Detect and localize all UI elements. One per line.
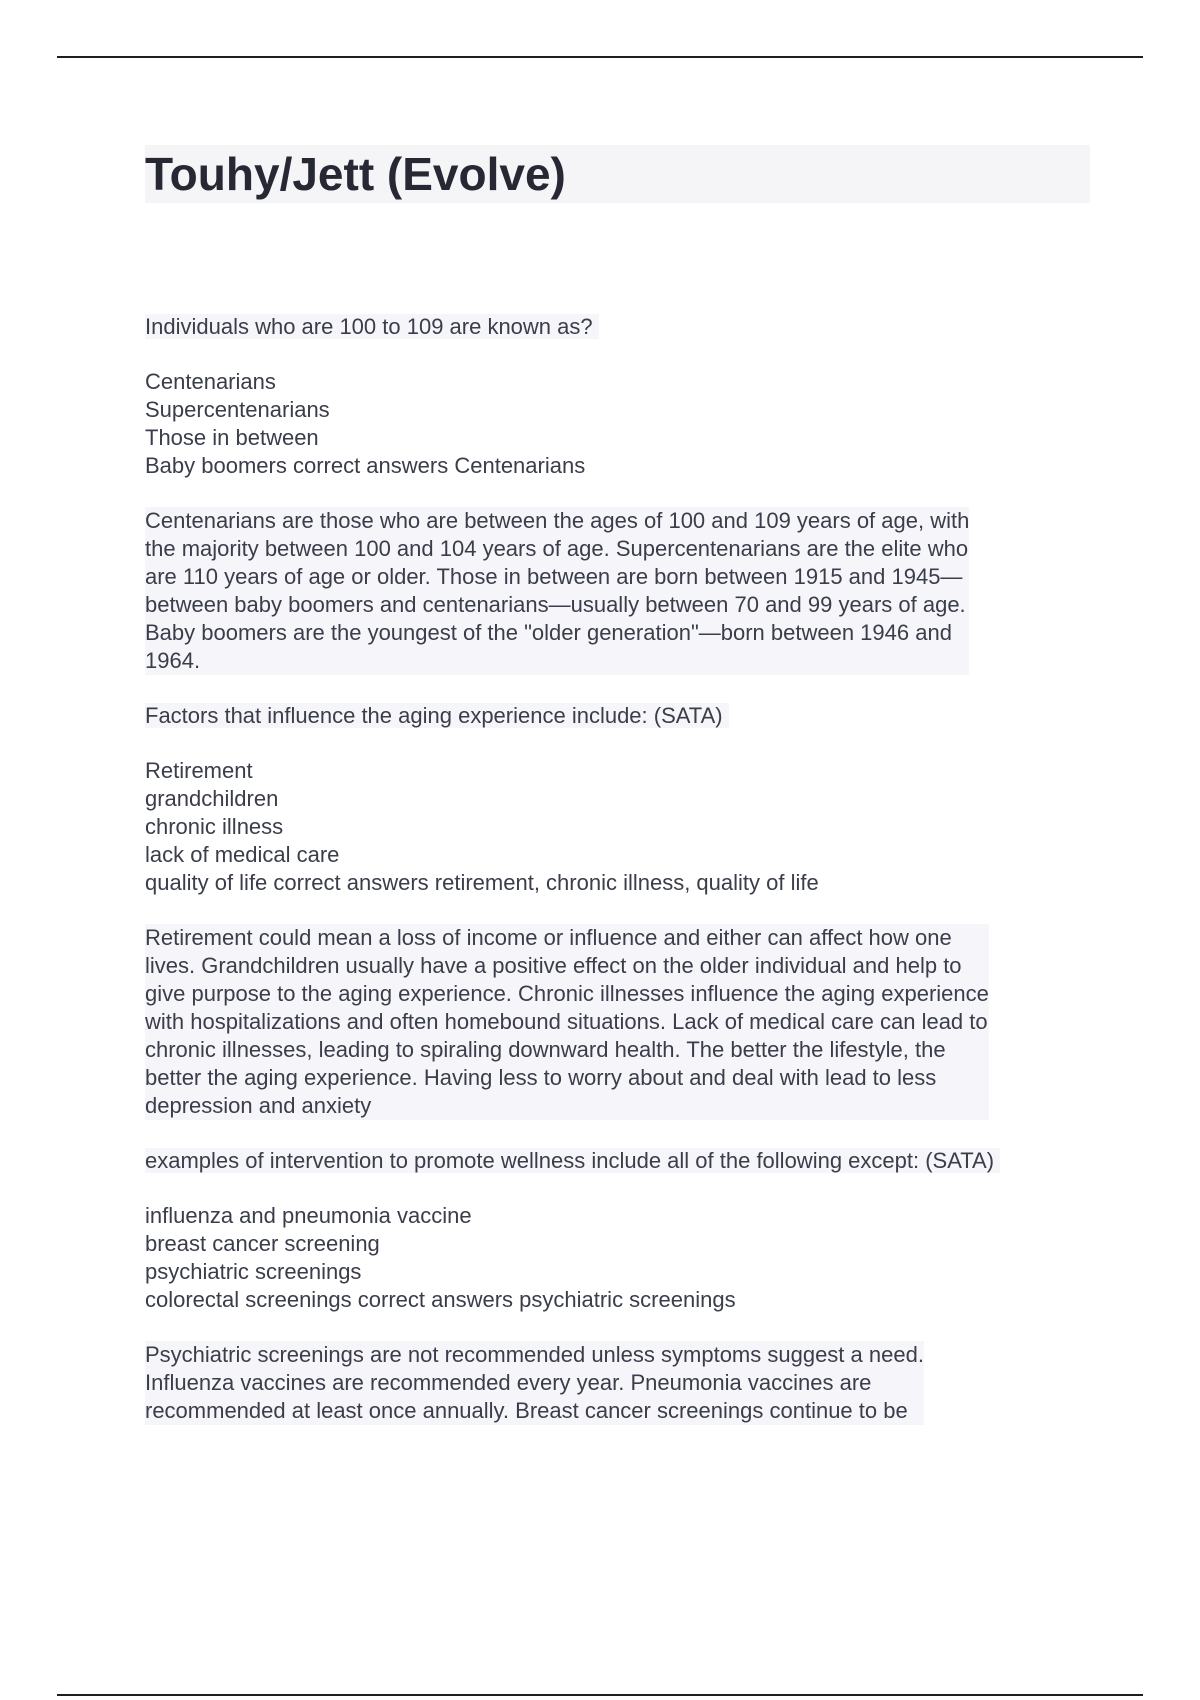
question-3 — [145, 1147, 1095, 1175]
options-3 — [145, 1202, 1095, 1314]
explanation-line: are 110 years of age or older. Those in between are born between 1915 and 1945— — [145, 564, 963, 589]
question-1 — [145, 313, 1095, 341]
document-body — [145, 313, 1095, 1452]
option-item: Centenarians — [145, 369, 276, 394]
explanation-line: Baby boomers are the youngest of the "older generation"—born between 1946 and — [145, 620, 952, 645]
explanation-line: recommended at least once annually. Breast cancer screenings continue to be — [145, 1398, 908, 1423]
option-item: psychiatric screenings — [145, 1259, 362, 1284]
option-item: Supercentenarians — [145, 397, 330, 422]
explanation-1 — [145, 507, 969, 675]
option-item: grandchildren — [145, 786, 279, 811]
explanation-line: Psychiatric screenings are not recommended unless symptoms suggest a need. — [145, 1342, 924, 1367]
question-text: Individuals who are 100 to 109 are known as? — [145, 314, 599, 339]
answer-line: colorectal screenings correct answers psychiatric screenings — [145, 1287, 736, 1312]
question-2 — [145, 702, 1095, 730]
explanation-line: the majority between 100 and 104 years of age. Supercentenarians are the elite who — [145, 536, 969, 561]
explanation-line: chronic illnesses, leading to spiraling downward health. The better the lifestyle, the — [145, 1037, 946, 1062]
option-item: lack of medical care — [145, 842, 340, 867]
bottom-rule — [57, 1694, 1143, 1696]
option-item: breast cancer screening — [145, 1231, 380, 1256]
answer-line: quality of life correct answers retirement, chronic illness, quality of life — [145, 870, 819, 895]
explanation-line: 1964. — [145, 648, 201, 673]
explanation-line: give purpose to the aging experience. Chronic illnesses influence the aging experience — [145, 981, 989, 1006]
option-item: Retirement — [145, 758, 253, 783]
explanation-line: lives. Grandchildren usually have a positive effect on the older individual and help to — [145, 953, 962, 978]
explanation-line: Retirement could mean a loss of income or influence and either can affect how one — [145, 925, 952, 950]
document-title: Touhy/Jett (Evolve) — [145, 148, 566, 200]
explanation-2 — [145, 924, 989, 1120]
explanation-line: with hospitalizations and often homebound situations. Lack of medical care can lead to — [145, 1009, 988, 1034]
question-text: examples of intervention to promote wellness include all of the following except: (SATA) — [145, 1148, 1000, 1173]
option-item: chronic illness — [145, 814, 284, 839]
answer-line: Baby boomers correct answers Centenarians — [145, 453, 586, 478]
top-rule — [57, 56, 1143, 58]
explanation-line: better the aging experience. Having less to worry about and deal with lead to less — [145, 1065, 937, 1090]
option-item: Those in between — [145, 425, 319, 450]
explanation-line: depression and anxiety — [145, 1093, 372, 1118]
explanation-line: between baby boomers and centenarians—usually between 70 and 99 years of age. — [145, 592, 966, 617]
options-2 — [145, 757, 1095, 897]
explanation-line: Centenarians are those who are between the ages of 100 and 109 years of age, with — [145, 508, 970, 533]
explanation-line: Influenza vaccines are recommended every year. Pneumonia vaccines are — [145, 1370, 872, 1395]
explanation-3 — [145, 1341, 924, 1425]
question-text: Factors that influence the aging experience include: (SATA) — [145, 703, 729, 728]
options-1 — [145, 368, 1095, 480]
option-item: influenza and pneumonia vaccine — [145, 1203, 472, 1228]
